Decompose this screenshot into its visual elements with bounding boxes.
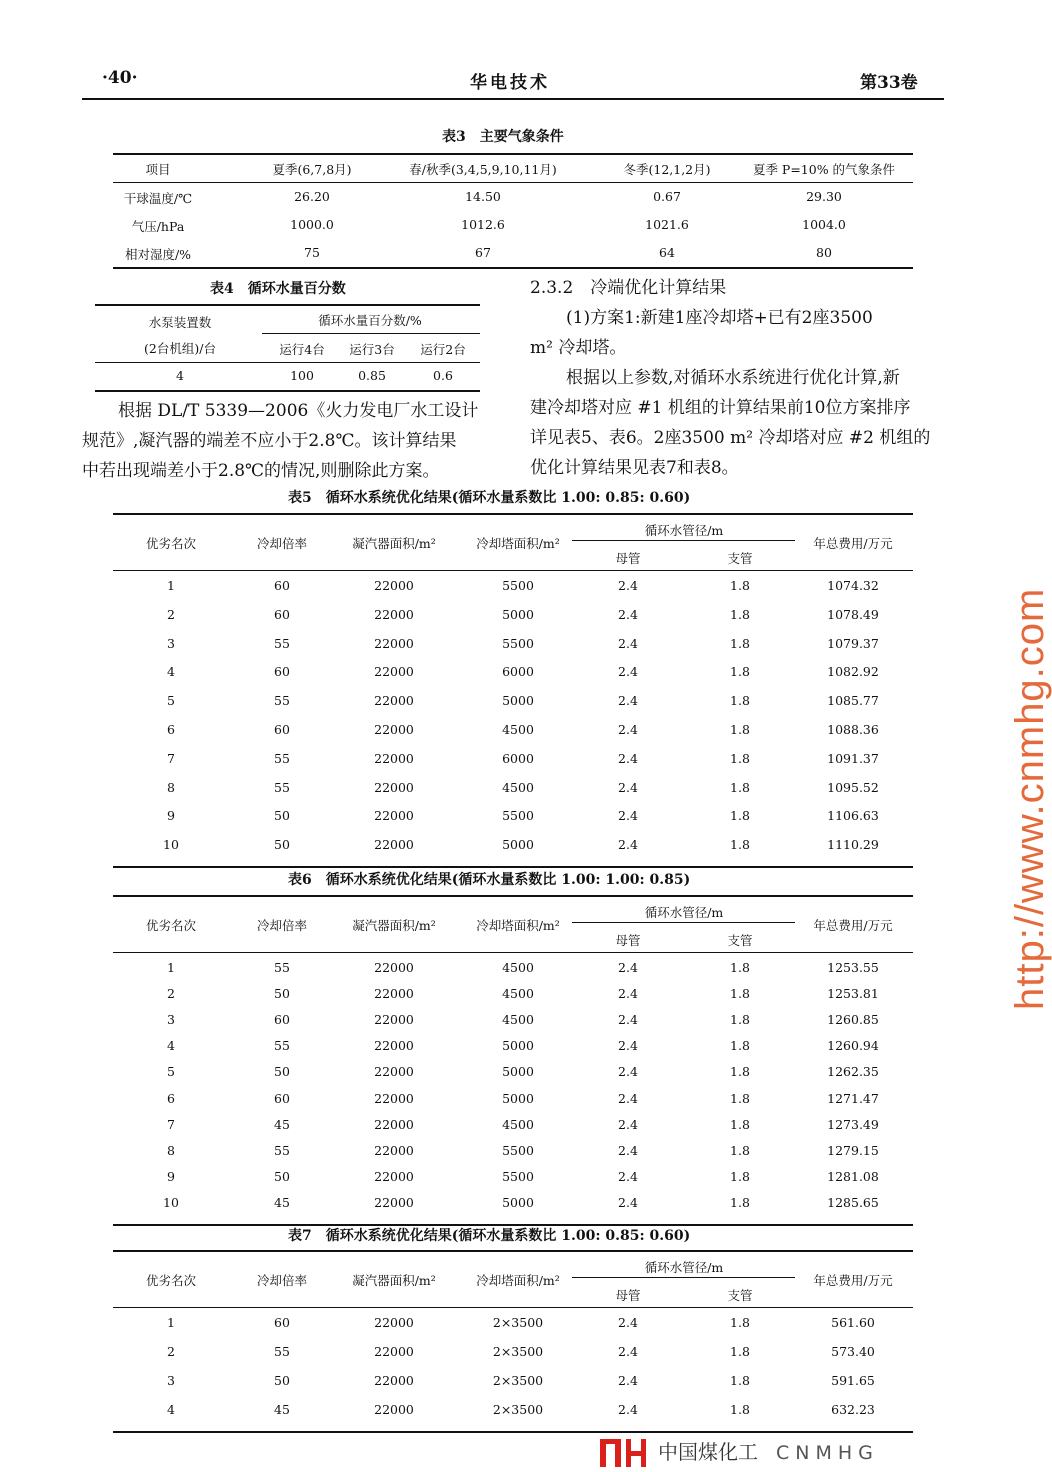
table-cell: 573.40 (831, 1344, 875, 1359)
table-cell: 22000 (374, 693, 414, 709)
table-cell: 1260.85 (827, 1012, 879, 1028)
logo-en: CNMHG (776, 1442, 879, 1464)
table-rule (113, 570, 913, 571)
column-header: 母管 (615, 933, 641, 948)
paragraph-line: 建冷却塔对应 #1 机组的计算结果前10位方案排序 (530, 398, 911, 418)
table-rule (572, 922, 795, 923)
table-cell: 1262.35 (827, 1064, 879, 1080)
table-cell: 1.8 (730, 1194, 750, 1210)
table-cell: 632.23 (831, 1402, 875, 1417)
table-rule (572, 1277, 795, 1278)
table-cell: 55 (274, 1038, 290, 1054)
table-cell: 1.8 (730, 722, 750, 737)
table-cell: 1085.77 (827, 693, 879, 709)
table-rule (113, 267, 913, 269)
table-cell: 22000 (374, 1373, 414, 1388)
table-cell: 6000 (502, 664, 534, 680)
paragraph-line: 详见表5、表6。2座3500 m² 冷却塔对应 #2 机组的 (530, 428, 931, 448)
watermark: http://www.cnmhg.com (1008, 587, 1052, 1010)
table-cell: 1.8 (730, 635, 750, 651)
table-cell: 5000 (502, 606, 534, 622)
table-cell: 1271.47 (827, 1090, 879, 1106)
table-cell: 1004.0 (802, 217, 846, 232)
table-cell: 1.8 (730, 1168, 750, 1184)
paragraph-line: 根据以上参数,对循环水系统进行优化计算,新 (566, 368, 900, 388)
table-cell: 2.4 (618, 722, 638, 737)
table-cell: 591.65 (831, 1373, 875, 1388)
column-header: 优劣名次 (145, 1273, 197, 1288)
table-cell: 1095.52 (827, 779, 879, 795)
table-cell: 45 (274, 1116, 290, 1132)
column-header: 凝汽器面积/m² (352, 918, 436, 933)
table-cell: 6000 (502, 750, 534, 766)
cnmhg-logo (600, 1437, 930, 1467)
table-cell: 50 (274, 1064, 290, 1080)
table-cell: 55 (274, 779, 290, 795)
table-rule (113, 513, 913, 515)
table-cell: 2.4 (618, 1344, 638, 1359)
table-cell: 2×3500 (492, 1315, 544, 1330)
column-header: 支管 (727, 1288, 753, 1303)
volume: 第33卷 (860, 73, 918, 93)
table-cell: 1.8 (730, 578, 750, 593)
table-cell: 26.20 (294, 189, 330, 204)
group-header: 循环水管径/m (644, 905, 724, 920)
table-cell: 1273.49 (827, 1116, 879, 1132)
table-cell: 4500 (502, 722, 534, 737)
table-cell: 1.8 (730, 1012, 750, 1028)
table-rule (113, 1307, 913, 1308)
table-rule (113, 153, 913, 155)
column-header: 凝汽器面积/m² (352, 536, 436, 551)
table-cell: 22000 (374, 1315, 414, 1330)
table-cell: 5500 (502, 808, 534, 824)
table-cell: 1.8 (730, 750, 750, 766)
table-cell: 60 (274, 1012, 290, 1028)
table-cell: 5500 (502, 1168, 534, 1184)
column-header: 冬季(12,1,2月) (623, 162, 711, 177)
table-cell: 1253.81 (827, 986, 879, 1002)
table-cell: 5000 (502, 693, 534, 709)
table-cell: 0.85 (358, 368, 386, 383)
table-cell: 1.8 (730, 1090, 750, 1106)
table-cell: 1.8 (730, 808, 750, 824)
table-cell: 60 (274, 1315, 290, 1330)
table-cell: 29.30 (806, 189, 842, 204)
column-header: 支管 (727, 933, 753, 948)
column-header: 冷却塔面积/m² (476, 918, 560, 933)
table-cell: 2×3500 (492, 1373, 544, 1388)
table-rule (113, 952, 913, 953)
table-cell: 2.4 (618, 779, 638, 795)
table-cell: 1.8 (730, 693, 750, 709)
column-header: 冷却塔面积/m² (476, 536, 560, 551)
column-header: 冷却倍率 (256, 1273, 308, 1288)
table-cell: 50 (274, 1168, 290, 1184)
table-cell: 2.4 (618, 750, 638, 766)
table-cell: 14.50 (465, 189, 501, 204)
table-rule (113, 1431, 913, 1433)
table-cell: 4500 (502, 1116, 534, 1132)
page-number: ·40· (102, 68, 138, 88)
table-cell: 1 (167, 578, 175, 593)
group-header: 循环水管径/m (644, 523, 724, 538)
table-caption: 表6 循环水系统优化结果(循环水量系数比 1.00: 1.00: 0.85) (288, 872, 691, 888)
logo-cn: 中国煤化工 (658, 1440, 758, 1464)
table-rule (113, 895, 913, 897)
table-cell: 55 (274, 1142, 290, 1158)
table-cell: 2.4 (618, 1373, 638, 1388)
table-cell: 22000 (374, 1038, 414, 1054)
table-cell: 1.8 (730, 1315, 750, 1330)
table-cell: 1106.63 (827, 808, 879, 824)
table-cell: 1.8 (730, 664, 750, 680)
column-header: 水泵装置数 (148, 315, 212, 330)
table-cell: 50 (274, 837, 290, 853)
table-cell: 1 (167, 960, 175, 975)
table-cell: 22000 (374, 1344, 414, 1359)
table-rule (262, 333, 480, 334)
header-rule (82, 98, 944, 100)
table-cell: 5000 (502, 1064, 534, 1080)
table-rule (113, 866, 913, 868)
table-cell: 5 (167, 1064, 175, 1080)
table-cell: 1.8 (730, 1142, 750, 1158)
table-cell: 22000 (374, 1194, 414, 1210)
table-cell: 1.8 (730, 779, 750, 795)
table-cell: 22000 (374, 986, 414, 1002)
column-header: 运行2台 (420, 342, 466, 357)
table-cell: 22000 (374, 722, 414, 737)
table-rule (95, 304, 480, 306)
table-cell: 45 (274, 1194, 290, 1210)
table-cell: 4500 (502, 960, 534, 975)
table-cell: 4500 (502, 1012, 534, 1028)
table-cell: 2 (167, 606, 175, 622)
table-cell: 5000 (502, 1194, 534, 1210)
table-cell: 0.6 (433, 368, 453, 383)
table-cell: 55 (274, 1344, 290, 1359)
column-header: 冷却倍率 (256, 918, 308, 933)
table-cell: 8 (167, 1142, 175, 1158)
table-cell: 22000 (374, 1064, 414, 1080)
table-cell: 60 (274, 664, 290, 680)
table-cell: 22000 (374, 1090, 414, 1106)
table-cell: 3 (167, 635, 175, 651)
table-cell: 1000.0 (290, 217, 334, 232)
table-cell: 2.4 (618, 1038, 638, 1054)
table-cell: 2 (167, 1344, 175, 1359)
table-cell: 2.4 (618, 1064, 638, 1080)
table-cell: 8 (167, 779, 175, 795)
row-label: 气压/hPa (131, 219, 185, 234)
table-cell: 3 (167, 1012, 175, 1028)
paragraph-line: 优化计算结果见表7和表8。 (530, 458, 739, 478)
table-cell: 22000 (374, 664, 414, 680)
table-cell: 5000 (502, 1090, 534, 1106)
table-cell: 1110.29 (827, 837, 879, 853)
table-cell: 5500 (502, 1142, 534, 1158)
table-cell: 7 (167, 1116, 175, 1132)
table-cell: 1012.6 (461, 217, 505, 232)
column-header: 项目 (145, 162, 171, 177)
table-cell: 22000 (374, 1402, 414, 1417)
table-cell: 1.8 (730, 1116, 750, 1132)
table-cell: 2×3500 (492, 1344, 544, 1359)
table-cell: 50 (274, 1373, 290, 1388)
table-cell: 100 (290, 368, 314, 383)
table-cell: 1021.6 (645, 217, 689, 232)
table-cell: 60 (274, 606, 290, 622)
table-cell: 22000 (374, 635, 414, 651)
table-rule (113, 182, 913, 183)
table-cell: 2.4 (618, 1142, 638, 1158)
table-cell: 1.8 (730, 1373, 750, 1388)
table-cell: 4 (167, 1402, 175, 1417)
table-cell: 2.4 (618, 1090, 638, 1106)
table-cell: 2.4 (618, 1194, 638, 1210)
row-label: 相对湿度/% (124, 247, 192, 262)
table-cell: 55 (274, 750, 290, 766)
row-label: 干球温度/℃ (123, 191, 193, 206)
table-cell: 1.8 (730, 1344, 750, 1359)
table-cell: 2×3500 (492, 1402, 544, 1417)
table-caption: 表7 循环水系统优化结果(循环水量系数比 1.00: 0.85: 0.60) (288, 1228, 691, 1244)
column-header: 年总费用/万元 (813, 1273, 893, 1288)
table-cell: 1.8 (730, 986, 750, 1002)
table-cell: 1.8 (730, 606, 750, 622)
column-header: 春/秋季(3,4,5,9,10,11月) (409, 162, 557, 177)
logo-mark-icon (600, 1439, 648, 1467)
table-cell: 1.8 (730, 837, 750, 853)
table-cell: 4 (167, 664, 175, 680)
column-header: 夏季 P=10% 的气象条件 (752, 162, 896, 177)
paragraph-line: 中若出现端差小于2.8℃的情况,则删除此方案。 (82, 461, 440, 481)
paragraph-line: 规范》,凝汽器的端差不应小于2.8℃。该计算结果 (82, 431, 457, 451)
table-cell: 2.4 (618, 693, 638, 709)
column-header: 优劣名次 (145, 536, 197, 551)
table-cell: 75 (304, 245, 320, 260)
table-cell: 1.8 (730, 960, 750, 975)
table-cell: 4 (167, 1038, 175, 1054)
table-caption: 表3 主要气象条件 (442, 129, 564, 145)
table-cell: 5500 (502, 635, 534, 651)
column-header: 冷却倍率 (256, 536, 308, 551)
column-header: 优劣名次 (145, 918, 197, 933)
table-cell: 2.4 (618, 635, 638, 651)
table-cell: 2 (167, 986, 175, 1002)
table-cell: 80 (816, 245, 832, 260)
table-cell: 9 (167, 808, 175, 824)
table-cell: 2.4 (618, 1402, 638, 1417)
table-rule (95, 390, 480, 392)
table-cell: 55 (274, 693, 290, 709)
table-cell: 22000 (374, 1012, 414, 1028)
table-cell: 22000 (374, 960, 414, 975)
table-cell: 2.4 (618, 1168, 638, 1184)
column-header: 凝汽器面积/m² (352, 1273, 436, 1288)
table-cell: 3 (167, 1373, 175, 1388)
table-cell: 1.8 (730, 1064, 750, 1080)
table-cell: 2.4 (618, 1012, 638, 1028)
table-cell: 22000 (374, 808, 414, 824)
section-heading: 2.3.2 冷端优化计算结果 (530, 278, 727, 298)
table-cell: 561.60 (831, 1315, 875, 1330)
table-cell: 1260.94 (827, 1038, 879, 1054)
table-cell: 60 (274, 1090, 290, 1106)
table-cell: 7 (167, 750, 175, 766)
table-caption: 表5 循环水系统优化结果(循环水量系数比 1.00: 0.85: 0.60) (288, 490, 691, 506)
table-cell: 2.4 (618, 960, 638, 975)
table-rule (95, 362, 480, 363)
table-cell: 22000 (374, 750, 414, 766)
paragraph-line: m² 冷却塔。 (530, 338, 627, 358)
group-header: 循环水管径/m (644, 1260, 724, 1275)
table-cell: 2.4 (618, 664, 638, 680)
table-cell: 22000 (374, 1142, 414, 1158)
table-cell: 10 (163, 1194, 179, 1210)
table-cell: 6 (167, 1090, 175, 1106)
table-cell: 2.4 (618, 578, 638, 593)
table-cell: 2.4 (618, 606, 638, 622)
table-cell: 1.8 (730, 1038, 750, 1054)
column-header: 年总费用/万元 (813, 918, 893, 933)
table-cell: 5 (167, 693, 175, 709)
table-cell: 4500 (502, 986, 534, 1002)
table-cell: 2.4 (618, 837, 638, 853)
table-cell: 1074.32 (827, 578, 879, 593)
paragraph-line: 根据 DL/T 5339—2006《火力发电厂水工设计 (118, 401, 479, 421)
table-rule (113, 1250, 913, 1252)
table-cell: 10 (163, 837, 179, 853)
table-cell: 64 (659, 245, 675, 260)
table-cell: 1082.92 (827, 664, 879, 680)
table-cell: 22000 (374, 578, 414, 593)
table-cell: 1285.65 (827, 1194, 879, 1210)
table-cell: 2.4 (618, 986, 638, 1002)
table-cell: 2.4 (618, 1116, 638, 1132)
paragraph-line: (1)方案1:新建1座冷却塔+已有2座3500 (566, 308, 873, 328)
table-cell: 4500 (502, 779, 534, 795)
table-caption: 表4 循环水量百分数 (210, 281, 346, 297)
group-header: 循环水量百分数/% (318, 313, 422, 328)
table-cell: 1078.49 (827, 606, 879, 622)
table-cell: 55 (274, 635, 290, 651)
table-cell: 1.8 (730, 1402, 750, 1417)
column-header: 年总费用/万元 (813, 536, 893, 551)
table-cell: 1091.37 (827, 750, 879, 766)
table-cell: 2.4 (618, 1315, 638, 1330)
table-cell: 22000 (374, 837, 414, 853)
column-header: 夏季(6,7,8月) (272, 162, 352, 177)
column-header: 支管 (727, 551, 753, 566)
table-cell: 60 (274, 578, 290, 593)
table-cell: 22000 (374, 1168, 414, 1184)
table-cell: 2.4 (618, 808, 638, 824)
column-header: (2台机组)/台 (144, 341, 216, 356)
table-cell: 67 (475, 245, 491, 260)
table-cell: 55 (274, 960, 290, 975)
table-cell: 9 (167, 1168, 175, 1184)
table-cell: 4 (176, 368, 184, 383)
table-rule (572, 540, 795, 541)
table-cell: 1 (167, 1315, 175, 1330)
table-cell: 5000 (502, 837, 534, 853)
table-cell: 6 (167, 722, 175, 737)
table-cell: 5000 (502, 1038, 534, 1054)
table-cell: 22000 (374, 779, 414, 795)
table-cell: 1088.36 (827, 722, 879, 737)
table-cell: 0.67 (653, 189, 681, 204)
table-cell: 1281.08 (827, 1168, 879, 1184)
table-cell: 1279.15 (827, 1142, 879, 1158)
column-header: 运行4台 (279, 342, 325, 357)
column-header: 运行3台 (349, 342, 395, 357)
journal-title: 华电技术 (470, 73, 550, 93)
column-header: 母管 (615, 551, 641, 566)
table-cell: 50 (274, 808, 290, 824)
table-cell: 22000 (374, 606, 414, 622)
table-cell: 50 (274, 986, 290, 1002)
table-cell: 5500 (502, 578, 534, 593)
table-cell: 60 (274, 722, 290, 737)
table-cell: 45 (274, 1402, 290, 1417)
table-cell: 1253.55 (827, 960, 879, 975)
column-header: 母管 (615, 1288, 641, 1303)
column-header: 冷却塔面积/m² (476, 1273, 560, 1288)
table-cell: 22000 (374, 1116, 414, 1132)
table-cell: 1079.37 (827, 635, 879, 651)
